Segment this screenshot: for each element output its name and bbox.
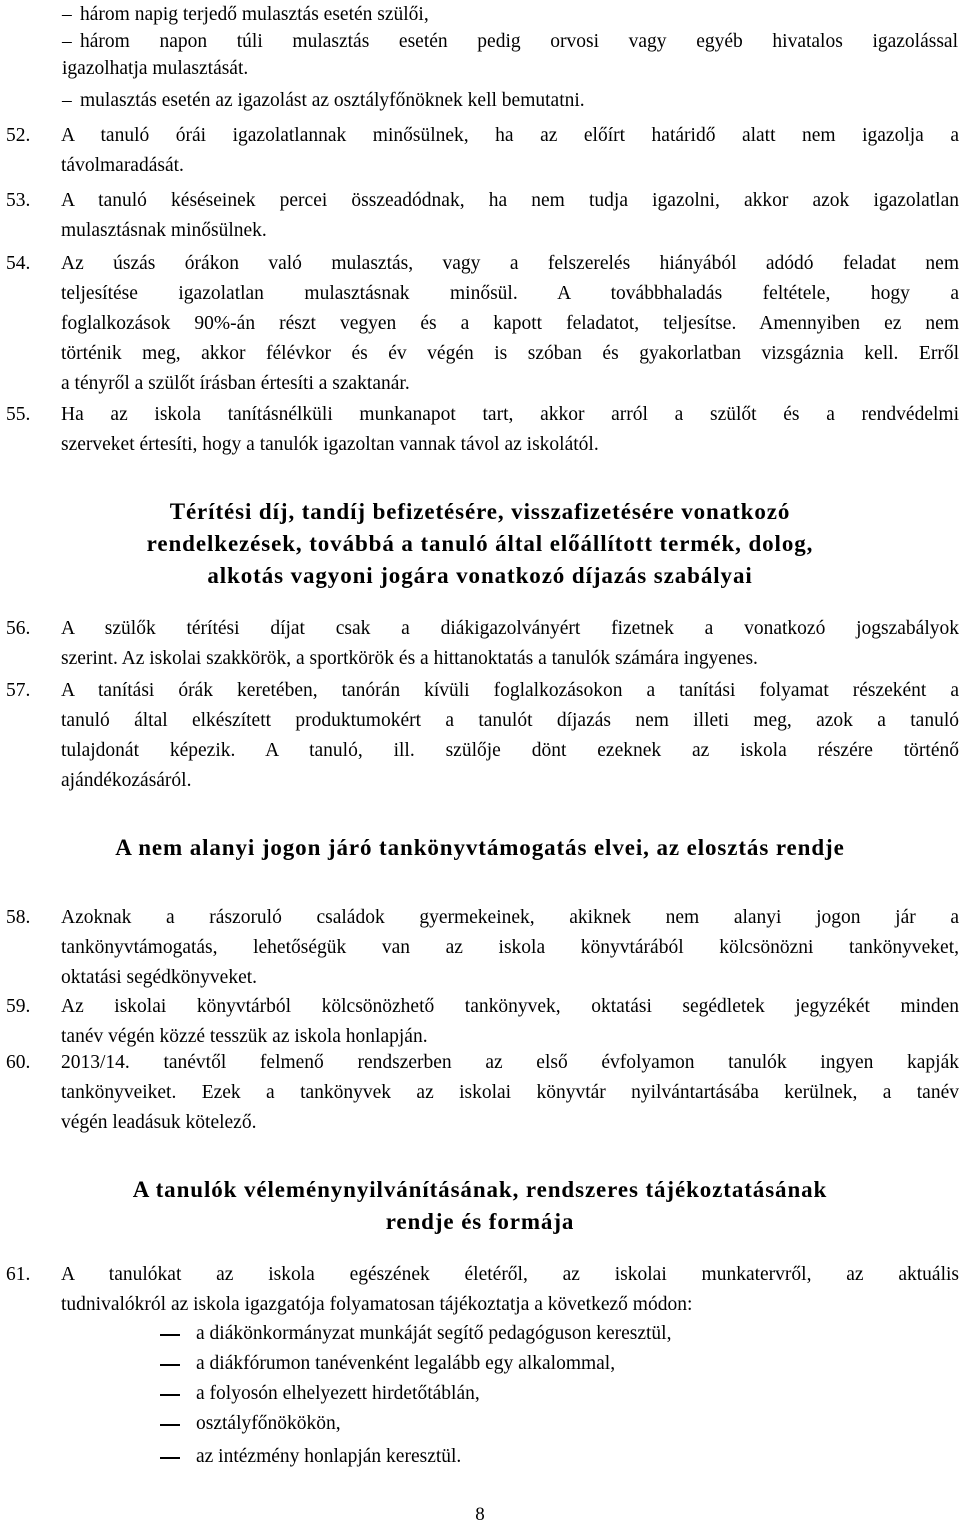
text-line: történik meg, akkor félévkor és év végén is szóban és gyakorlatban vizsgáznia kell. Erről xyxy=(61,343,959,364)
text-line: tanév végén közzé tesszük az iskola honlapján. xyxy=(61,1026,428,1047)
text-line: tanuló által elkészített produktumokért a tanulót díjazás nem illeti meg, azok a tanuló xyxy=(61,710,959,731)
item-number: 61. xyxy=(6,1264,31,1285)
intro-line-4: – mulasztás esetén az igazolást az osztályfőnöknek kell bemutatni. xyxy=(62,90,585,111)
bullet-text: a diákönkormányzat munkáját segítő pedagóguson keresztül, xyxy=(196,1323,672,1344)
item-text xyxy=(61,992,959,1052)
intro-line-2: – három napon túli mulasztás esetén pedig orvosi vagy egyéb hivatalos igazolással xyxy=(62,31,958,52)
heading-line: alkotás vagyoni jogára vonatkozó díjazás szabályai xyxy=(207,563,753,588)
section-heading xyxy=(0,496,960,592)
heading-line: rendje és formája xyxy=(385,1209,575,1234)
text-line: szerint. Az iskolai szakkörök, a sportkörök és a hittanoktatás a tanulók számára ingyenes. xyxy=(61,648,758,669)
item-text xyxy=(61,121,959,181)
section-heading xyxy=(0,1174,960,1238)
item-text xyxy=(61,1260,959,1320)
text-line: 2013/14. tanévtől felmenő rendszerben az első évfolyamon tanulók ingyen kapják xyxy=(61,1052,959,1073)
bullet-text: osztályfőnökökön, xyxy=(196,1413,341,1434)
item-text xyxy=(61,903,959,993)
item-number: 57. xyxy=(6,680,31,701)
text-line: A tanuló órái igazolatlannak minősülnek, ha az előírt határidő alatt nem igazolja a xyxy=(61,125,959,146)
text-line: tankönyveiket. Ezek a tankönyvek az iskolai könyvtár nyilvántartásába kerülnek, a tanév xyxy=(61,1082,959,1103)
dash-icon xyxy=(160,1394,180,1396)
dash-icon xyxy=(160,1364,180,1366)
text-line: Az úszás órákon való mulasztás, vagy a felszerelés hiányából adódó feladat nem xyxy=(61,253,959,274)
item-number: 59. xyxy=(6,996,31,1017)
text-line: teljesítése igazolatlan mulasztásnak minősül. A továbbhaladás feltétele, hogy a xyxy=(61,283,959,304)
text-line: A tanulókat az iskola egészének életéről, az iskolai munkatervről, az aktuális xyxy=(61,1264,959,1285)
text-line: ajándékozásáról. xyxy=(61,770,192,791)
text-line: szerveket értesíti, hogy a tanulók igazoltan vannak távol az iskolától. xyxy=(61,434,599,455)
dash-icon xyxy=(160,1334,180,1336)
text-line: A tanítási órák keretében, tanórán kívüli foglalkozásokon a tanítási folyamat részeként a xyxy=(61,680,959,701)
text-line: Az iskolai könyvtárból kölcsönözhető tankönyvek, oktatási segédletek jegyzékét minden xyxy=(61,996,959,1017)
item-text xyxy=(61,614,959,674)
text-line: foglalkozások 90%-án részt vegyen és a kapott feladatot, teljesítse. Amennyiben ez nem xyxy=(61,313,959,334)
heading-line: Térítési díj, tandíj befizetésére, visszafizetésére vonatkozó xyxy=(169,499,791,524)
section-heading xyxy=(0,832,960,864)
bullet-text: az intézmény honlapján keresztül. xyxy=(196,1446,462,1467)
item-text xyxy=(61,249,959,399)
text-line: tankönyvtámogatás, lehetőségük van az iskola könyvtárából kölcsönözni tankönyveket, xyxy=(61,937,959,958)
text-line: tudnivalókról az iskola igazgatója folyamatosan tájékoztatja a következő módon: xyxy=(61,1294,693,1315)
intro-line-3: igazolhatja mulasztását. xyxy=(62,58,249,79)
item-number: 53. xyxy=(6,190,31,211)
item-number: 60. xyxy=(6,1052,31,1073)
bullet-text: a folyosón elhelyezett hirdetőtáblán, xyxy=(196,1383,480,1404)
text-line: távolmaradását. xyxy=(61,155,184,176)
item-text xyxy=(61,186,959,246)
intro-line-1: – három napig terjedő mulasztás esetén szülői, xyxy=(62,4,429,25)
text-line: végén leadásuk kötelező. xyxy=(61,1112,257,1133)
item-text xyxy=(61,400,959,460)
item-text xyxy=(61,676,959,796)
text-line: mulasztásnak minősülnek. xyxy=(61,220,267,241)
dash-icon xyxy=(160,1424,180,1426)
text-line: A tanuló késéseinek percei összeadódnak, ha nem tudja igazolni, akkor azok igazolatlan xyxy=(61,190,959,211)
text-line: Azoknak a rászoruló családok gyermekeinek, akiknek nem alanyi jogon jár a xyxy=(61,907,959,928)
item-number: 55. xyxy=(6,404,31,425)
text-line: Ha az iskola tanításnélküli munkanapot tart, akkor arról a szülőt és a rendvédelmi xyxy=(61,404,959,425)
item-number: 58. xyxy=(6,907,31,928)
dash-icon xyxy=(160,1457,180,1459)
heading-line: A tanulók véleménynyilvánításának, rendszeres tájékoztatásának xyxy=(132,1177,828,1202)
item-number: 56. xyxy=(6,618,31,639)
text-line: tulajdonát képezik. A tanuló, ill. szülője dönt ezeknek az iskola részére történő xyxy=(61,740,959,761)
heading-line: A nem alanyi jogon járó tankönyvtámogatás elvei, az elosztás rendje xyxy=(115,835,845,860)
text-line: a tényről a szülőt írásban értesíti a szaktanár. xyxy=(61,373,410,394)
text-line: A szülők térítési díjat csak a diákigazolványért fizetnek a vonatkozó jogszabályok xyxy=(61,618,959,639)
heading-line: rendelkezések, továbbá a tanuló által előállított termék, dolog, xyxy=(146,531,814,556)
page-number: 8 xyxy=(475,1504,485,1525)
item-number: 54. xyxy=(6,253,31,274)
text-line: oktatási segédkönyveket. xyxy=(61,967,258,988)
item-text xyxy=(61,1048,959,1138)
item-number: 52. xyxy=(6,125,31,146)
bullet-text: a diákfórumon tanévenként legalább egy alkalommal, xyxy=(196,1353,616,1374)
